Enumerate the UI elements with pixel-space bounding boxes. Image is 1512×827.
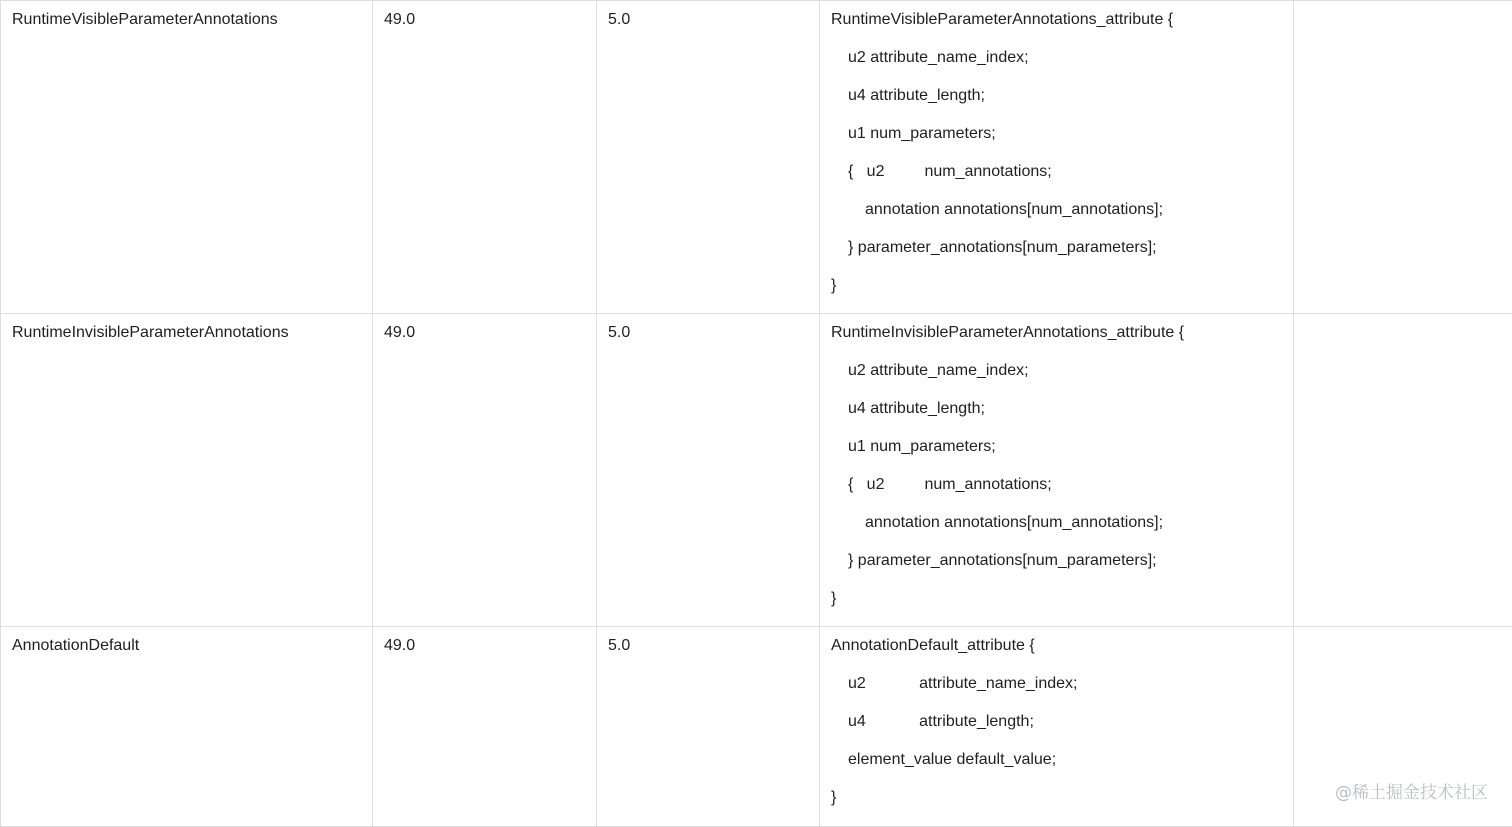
- structure-line: u2 attribute_name_index;: [848, 49, 1029, 66]
- class-version-cell: [373, 314, 597, 627]
- structure-line: AnnotationDefault_attribute {: [831, 637, 1035, 654]
- structure-line: }: [831, 789, 837, 806]
- structure-line: } parameter_annotations[num_parameters];: [848, 552, 1157, 569]
- class-version: 49.0: [384, 637, 416, 654]
- attribute-name: RuntimeInvisibleParameterAnnotations: [12, 324, 289, 341]
- structure-line: u2 attribute_name_index;: [848, 362, 1029, 379]
- structure-line: u4 attribute_length;: [848, 87, 985, 104]
- attribute-name-cell: [1, 627, 373, 827]
- class-version-cell: [373, 1, 597, 314]
- class-version-cell: [373, 627, 597, 827]
- java-se-version: 5.0: [608, 324, 631, 341]
- structure-line: }: [831, 277, 837, 294]
- watermark: @稀土掘金技术社区: [1335, 783, 1488, 803]
- structure-line: { u2 num_annotations;: [848, 476, 1052, 493]
- table-row: [1, 314, 1512, 627]
- structure-line: { u2 num_annotations;: [848, 163, 1052, 180]
- attribute-name: RuntimeVisibleParameterAnnotations: [12, 11, 278, 28]
- empty-cell: [1294, 1, 1512, 314]
- class-version: 49.0: [384, 324, 416, 341]
- structure-line: }: [831, 590, 837, 607]
- attribute-name: AnnotationDefault: [12, 637, 140, 654]
- structure-line: u4 attribute_length;: [848, 400, 985, 417]
- empty-cell: [1294, 314, 1512, 627]
- table-row: [1, 627, 1512, 827]
- java-se-version: 5.0: [608, 11, 631, 28]
- java-se-cell: [597, 314, 820, 627]
- structure-line: RuntimeVisibleParameterAnnotations_attribute {: [831, 11, 1174, 28]
- structure-line: RuntimeInvisibleParameterAnnotations_attribute {: [831, 324, 1185, 341]
- attribute-name-cell: [1, 314, 373, 627]
- table-row: [1, 1, 1512, 314]
- structure-line: annotation annotations[num_annotations];: [865, 201, 1164, 218]
- structure-line: u1 num_parameters;: [848, 438, 996, 455]
- structure-cell: [820, 314, 1294, 627]
- java-se-cell: [597, 1, 820, 314]
- structure-line: annotation annotations[num_annotations];: [865, 514, 1164, 531]
- structure-line: } parameter_annotations[num_parameters];: [848, 239, 1157, 256]
- structure-line: element_value default_value;: [848, 751, 1057, 768]
- java-se-cell: [597, 627, 820, 827]
- structure-cell: [820, 627, 1294, 827]
- java-se-version: 5.0: [608, 637, 631, 654]
- structure-line: u2 attribute_name_index;: [848, 675, 1078, 692]
- structure-line: u1 num_parameters;: [848, 125, 996, 142]
- structure-line: u4 attribute_length;: [848, 713, 1034, 730]
- structure-cell: [820, 1, 1294, 314]
- attribute-name-cell: [1, 1, 373, 314]
- class-version: 49.0: [384, 11, 416, 28]
